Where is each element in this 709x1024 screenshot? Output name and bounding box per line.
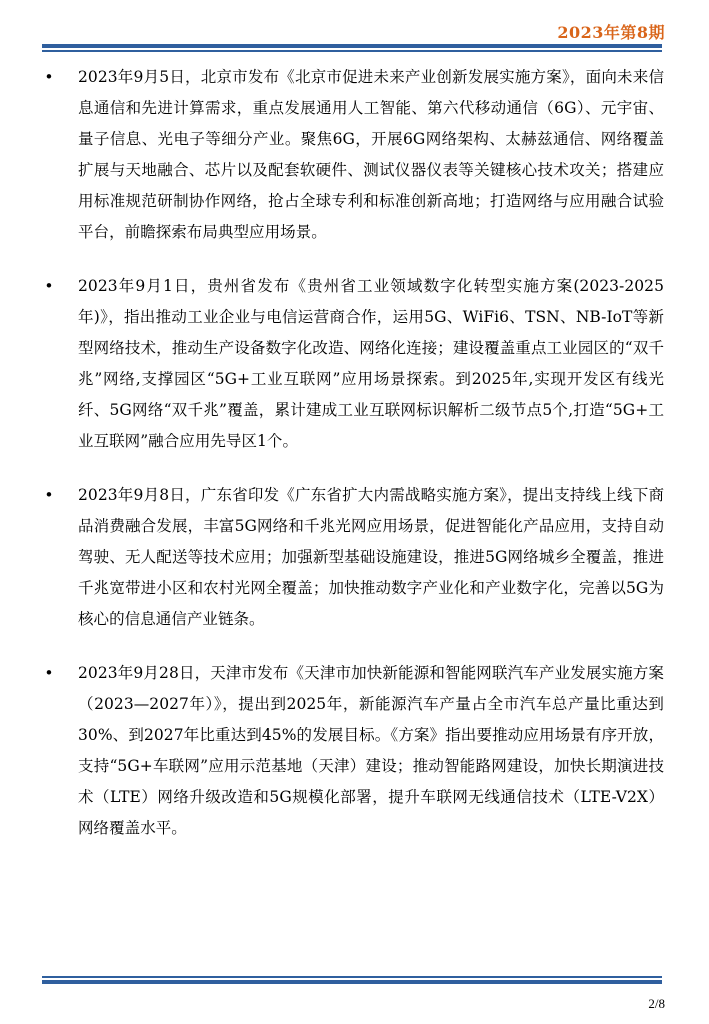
paragraph-text: 2023年9月28日，天津市发布《天津市加快新能源和智能网联汽车产业发展实施方案（2023—2027年）》，提出到2025年，新能源汽车产量占全市汽车总产量比重达到30%、到2027年比重达到45%的发展目标。《方案》指出要推动应用场景有序开放，支持“5G+车联网”应用示范基地（天津）建设；推动智能路网建设，加快长期演进技术（LTE）网络升级改造和5G规模化部署，提升车联网无线通信技术（LTE-V2X）网络覆盖水平。	[78, 664, 664, 837]
document-body	[44, 62, 664, 867]
footer-rule-thin	[42, 976, 662, 978]
bullet-icon: •	[44, 277, 54, 295]
paragraph-text: 2023年9月8日，广东省印发《广东省扩大内需战略实施方案》，提出支持线上线下商品消费融合发展，丰富5G网络和千兆光网应用场景，促进智能化产品应用，支持自动驾驶、无人配送等技术应用；加强新型基础设施建设，推进5G网络城乡全覆盖，推进千兆宽带进小区和农村光网全覆盖；加快推动数字产业化和产业数字化，完善以5G为核心的信息通信产业链条。	[78, 486, 664, 628]
header-rule-thick	[42, 44, 662, 48]
bullet-icon: •	[44, 486, 54, 504]
paragraph-text: 2023年9月5日，北京市发布《北京市促进未来产业创新发展实施方案》，面向未来信息通信和先进计算需求，重点发展通用人工智能、第六代移动通信（6G）、元宇宙、量子信息、光电子等细分产业。聚焦6G，开展6G网络架构、太赫兹通信、网络覆盖扩展与天地融合、芯片以及配套软硬件、测试仪器仪表等关键核心技术攻关；搭建应用标准规范研制协作网络，抢占全球专利和标准创新高地；打造网络与应用融合试验平台，前瞻探索布局典型应用场景。	[78, 68, 664, 241]
list-item	[44, 62, 664, 248]
bullet-icon: •	[44, 68, 54, 86]
page-number: 2/8	[648, 996, 665, 1011]
paragraph-text: 2023年9月1日，贵州省发布《贵州省工业领域数字化转型实施方案(2023-2025年)》，指出推动工业企业与电信运营商合作，运用5G、WiFi6、TSN、NB-IoT等新型网络技术，推动生产设备数字化改造、网络化连接；建设覆盖重点工业园区的“双千兆”网络,支撑园区“5G+工业互联网”应用场景探索。到2025年,实现开发区有线光纤、5G网络“双千兆”覆盖，累计建成工业互联网标识解析二级节点5个,打造“5G+工业互联网”融合应用先导区1个。	[78, 277, 664, 450]
footer-rule-thick	[42, 980, 662, 984]
bullet-icon: •	[44, 664, 54, 682]
header-rule-thin	[42, 50, 662, 52]
list-item	[44, 480, 664, 635]
list-item	[44, 658, 664, 844]
list-item	[44, 271, 664, 457]
issue-label: 2023年第8期	[557, 23, 665, 42]
